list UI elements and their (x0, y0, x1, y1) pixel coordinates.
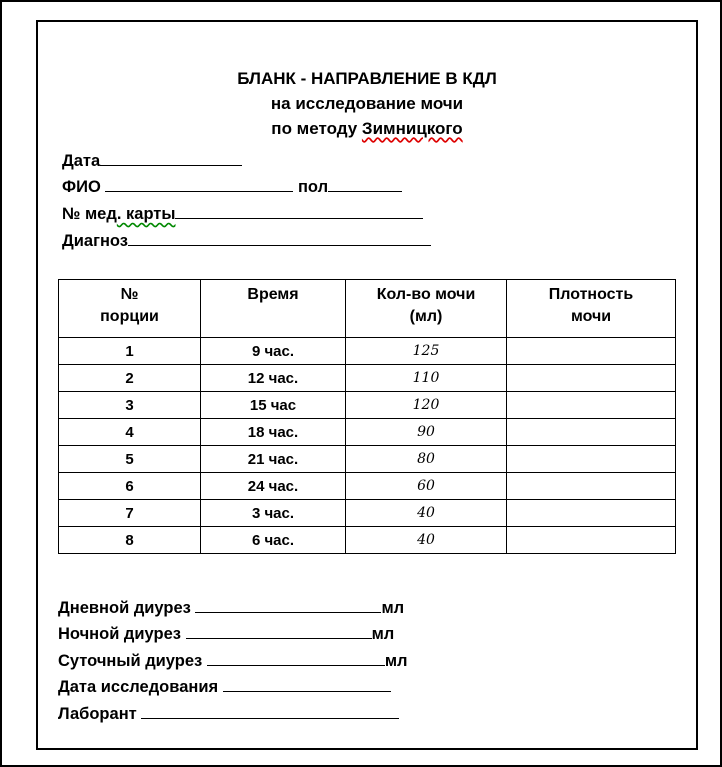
table-row (59, 500, 676, 527)
time-cell: 15 час (201, 392, 346, 419)
time-cell: 18 час. (201, 419, 346, 446)
portion-cell: 3 (59, 392, 201, 419)
fio-label: ФИО (62, 178, 101, 196)
amount-cell: 60 (346, 473, 507, 500)
portion-cell: 2 (59, 365, 201, 392)
form-title (38, 66, 696, 141)
density-cell[interactable] (507, 338, 676, 365)
portion-cell: 7 (59, 500, 201, 527)
time-cell: 3 час. (201, 500, 346, 527)
night-diuresis-field[interactable] (58, 624, 394, 644)
exam-date-label: Дата исследования (58, 678, 219, 696)
density-cell[interactable] (507, 500, 676, 527)
header-amount: Кол-во мочи (мл) (346, 280, 507, 338)
header-density: Плотность мочи (507, 280, 676, 338)
daily-unit: мл (384, 652, 408, 670)
amount-cell: 125 (346, 338, 507, 365)
portion-cell: 6 (59, 473, 201, 500)
date-label: Дата (62, 152, 101, 170)
density-cell[interactable] (507, 419, 676, 446)
density-cell[interactable] (507, 473, 676, 500)
lab-assistant-label: Лаборант (58, 705, 137, 723)
amount-cell: 40 (346, 500, 507, 527)
amount-cell: 110 (346, 365, 507, 392)
density-cell[interactable] (507, 446, 676, 473)
amount-cell: 90 (346, 419, 507, 446)
time-cell: 9 час. (201, 338, 346, 365)
header-portion: № порции (59, 280, 201, 338)
fio-field[interactable] (62, 177, 402, 197)
time-cell: 24 час. (201, 473, 346, 500)
sex-label: пол (297, 178, 329, 196)
diagnosis-field[interactable] (62, 231, 431, 251)
table-row (59, 419, 676, 446)
header-time: Время (201, 280, 346, 338)
time-cell: 12 час. (201, 365, 346, 392)
lab-assistant-field[interactable] (58, 704, 399, 724)
night-unit: мл (371, 625, 395, 643)
title-line-1: БЛАНК - НАПРАВЛЕНИЕ В КДЛ (237, 69, 497, 88)
title-line-3: по методу Зимницкого (271, 119, 463, 138)
referral-form (36, 20, 698, 750)
date-field[interactable] (62, 151, 242, 171)
card-label: № мед. карты (62, 205, 176, 223)
table-row (59, 527, 676, 554)
diagnosis-label: Диагноз (62, 232, 128, 250)
amount-cell: 120 (346, 392, 507, 419)
portion-cell: 4 (59, 419, 201, 446)
table-row (59, 365, 676, 392)
table-row (59, 392, 676, 419)
density-cell[interactable] (507, 527, 676, 554)
density-cell[interactable] (507, 392, 676, 419)
daily-diuresis-label: Суточный диурез (58, 652, 203, 670)
night-diuresis-label: Ночной диурез (58, 625, 181, 643)
title-line-2: на исследование мочи (270, 94, 464, 113)
portion-cell: 5 (59, 446, 201, 473)
table-row (59, 338, 676, 365)
card-number-field[interactable] (62, 204, 423, 224)
time-cell: 6 час. (201, 527, 346, 554)
daily-diuresis-field[interactable] (58, 651, 408, 671)
day-unit: мл (381, 599, 405, 617)
amount-cell: 80 (346, 446, 507, 473)
table-row (59, 446, 676, 473)
time-cell: 21 час. (201, 446, 346, 473)
table-header-row (59, 280, 676, 338)
urine-table (58, 279, 676, 554)
portion-cell: 8 (59, 527, 201, 554)
amount-cell: 40 (346, 527, 507, 554)
density-cell[interactable] (507, 365, 676, 392)
table-row (59, 473, 676, 500)
exam-date-field[interactable] (58, 677, 391, 697)
day-diuresis-field[interactable] (58, 598, 404, 618)
portion-cell: 1 (59, 338, 201, 365)
day-diuresis-label: Дневной диурез (58, 599, 191, 617)
